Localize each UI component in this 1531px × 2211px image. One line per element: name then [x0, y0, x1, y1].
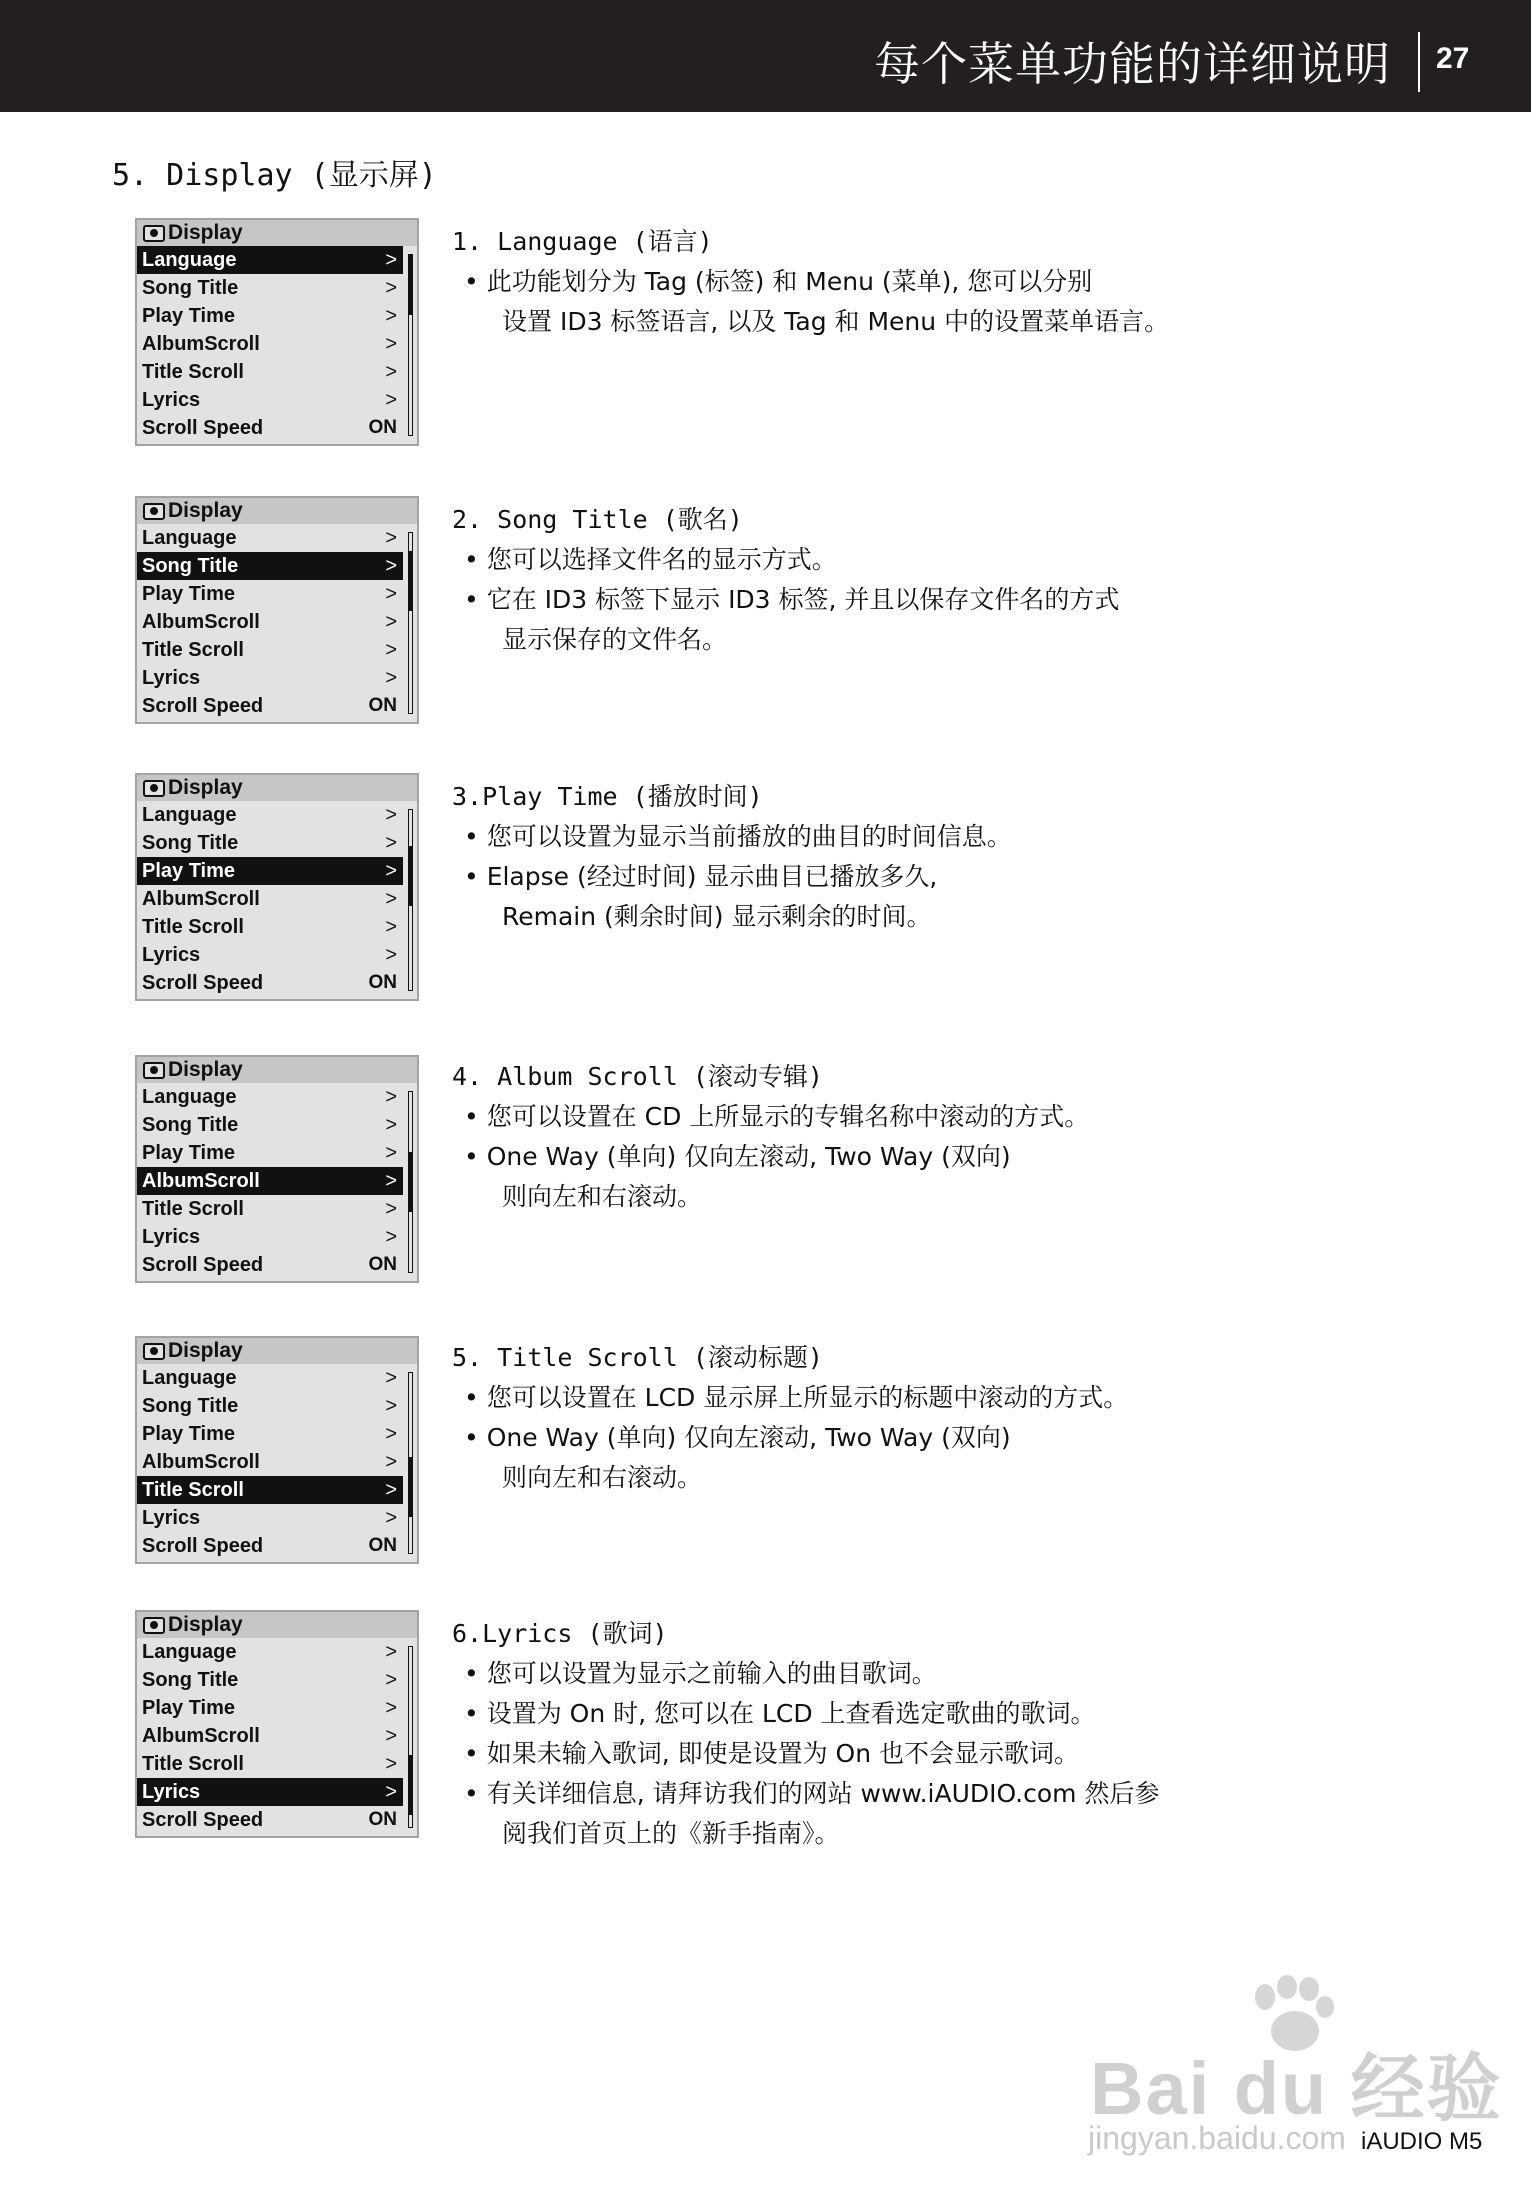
lcd-menu-label: Play Time [142, 860, 236, 882]
description-block [452, 1057, 1212, 1217]
lcd-menu-label: AlbumScroll [142, 333, 260, 355]
chevron-right-icon: > [385, 527, 397, 549]
lcd-menu-label: AlbumScroll [142, 888, 260, 910]
lcd-title: Display [168, 1613, 243, 1636]
lcd-scrollbar [408, 809, 413, 991]
page-header [0, 0, 1531, 112]
lcd-scroll-thumb [409, 1457, 412, 1517]
lcd-menu-value: ON [368, 972, 397, 993]
lcd-title-bar [137, 220, 417, 246]
lcd-menu-item[interactable] [137, 1420, 403, 1448]
chevron-right-icon: > [385, 832, 397, 854]
lcd-menu-label: Language [142, 804, 237, 826]
lcd-title: Display [168, 776, 243, 799]
lcd-menu-item[interactable] [137, 636, 403, 664]
lcd-menu-label: Language [142, 527, 237, 549]
chevron-right-icon: > [385, 804, 397, 826]
lcd-menu-label: Song Title [142, 832, 239, 854]
lcd-title-bar [137, 498, 417, 524]
lcd-menu-label: AlbumScroll [142, 1170, 260, 1192]
chevron-right-icon: > [385, 1697, 397, 1719]
lcd-menu-label: Lyrics [142, 1507, 201, 1529]
lcd-menu-label: Scroll Speed [142, 417, 264, 439]
chevron-right-icon: > [385, 583, 397, 605]
lcd-menu-label: AlbumScroll [142, 1451, 260, 1473]
lcd-scroll-thumb [409, 1152, 412, 1212]
description-bullet: • 有关详细信息, 请拜访我们的网站 www.iAUDIO.com 然后参 [464, 1779, 1160, 1808]
lcd-menu-label: Song Title [142, 1114, 239, 1136]
lcd-menu-item[interactable] [137, 358, 403, 386]
lcd-screen [135, 218, 419, 446]
lcd-menu-item[interactable] [137, 1778, 403, 1806]
description-continuation: 设置 ID3 标签语言, 以及 Tag 和 Menu 中的设置菜单语言。 [502, 307, 1170, 336]
lcd-menu-item[interactable] [137, 1666, 403, 1694]
description-bullet: • 设置为 On 时, 您可以在 LCD 上查看选定歌曲的歌词。 [464, 1699, 1096, 1728]
lcd-menu-item[interactable] [137, 1223, 403, 1251]
lcd-menu-label: Scroll Speed [142, 1254, 264, 1276]
lcd-menu-item[interactable] [137, 608, 403, 636]
lcd-title-bar [137, 1338, 417, 1364]
description-bullet: • 此功能划分为 Tag (标签) 和 Menu (菜单), 您可以分别 [464, 267, 1093, 296]
lcd-menu-item[interactable] [137, 414, 403, 442]
chevron-right-icon: > [385, 916, 397, 938]
lcd-menu-value: ON [368, 1254, 397, 1275]
description-block [452, 777, 1212, 937]
lcd-menu-value: ON [368, 417, 397, 438]
lcd-menu-label: AlbumScroll [142, 1725, 260, 1747]
lcd-menu-item[interactable] [137, 801, 403, 829]
lcd-screen [135, 1055, 419, 1283]
lcd-menu-item[interactable] [137, 1167, 403, 1195]
description-bullet: • 您可以设置为显示当前播放的曲目的时间信息。 [464, 822, 1012, 851]
lcd-scroll-thumb [409, 551, 412, 611]
description-title: 1. Language (语言) [452, 227, 713, 256]
lcd-menu-item[interactable] [137, 1083, 403, 1111]
lcd-menu-label: Title Scroll [142, 916, 244, 938]
chevron-right-icon: > [385, 1086, 397, 1108]
chevron-right-icon: > [385, 1451, 397, 1473]
chevron-right-icon: > [385, 305, 397, 327]
lcd-menu-label: Language [142, 1086, 237, 1108]
lcd-menu-item[interactable] [137, 885, 403, 913]
lcd-scrollbar [408, 532, 413, 714]
lcd-menu-item[interactable] [137, 664, 403, 692]
lcd-menu-item[interactable] [137, 1251, 403, 1279]
lcd-menu-label: Song Title [142, 555, 239, 577]
description-title: 6.Lyrics (歌词) [452, 1619, 668, 1648]
header-divider [1418, 32, 1420, 92]
chevron-right-icon: > [385, 1142, 397, 1164]
display-icon [143, 1062, 165, 1079]
display-icon [143, 1617, 165, 1634]
lcd-menu-label: Play Time [142, 1697, 236, 1719]
description-block [452, 222, 1212, 342]
lcd-scrollbar [408, 1372, 413, 1554]
description-block [452, 1614, 1212, 1854]
lcd-menu-label: Scroll Speed [142, 972, 264, 994]
lcd-menu-item[interactable] [137, 302, 403, 330]
lcd-menu-label: Lyrics [142, 944, 201, 966]
lcd-menu-item[interactable] [137, 1364, 403, 1392]
lcd-menu-item[interactable] [137, 1195, 403, 1223]
lcd-scrollbar [408, 1646, 413, 1828]
lcd-title-bar [137, 775, 417, 801]
chevron-right-icon: > [385, 277, 397, 299]
display-icon [143, 225, 165, 242]
chevron-right-icon: > [385, 249, 397, 271]
chevron-right-icon: > [385, 1114, 397, 1136]
lcd-menu-item[interactable] [137, 330, 403, 358]
lcd-menu-item[interactable] [137, 246, 403, 274]
lcd-menu-label: Song Title [142, 1669, 239, 1691]
chevron-right-icon: > [385, 1226, 397, 1248]
display-icon [143, 503, 165, 520]
lcd-menu-label: Scroll Speed [142, 695, 264, 717]
lcd-menu-item[interactable] [137, 857, 403, 885]
lcd-menu-item[interactable] [137, 1722, 403, 1750]
chevron-right-icon: > [385, 1753, 397, 1775]
chevron-right-icon: > [385, 611, 397, 633]
description-bullet: • Elapse (经过时间) 显示曲目已播放多久, [464, 862, 938, 891]
watermark-brand: Bai du 经验 [1090, 2047, 1503, 2130]
chevron-right-icon: > [385, 389, 397, 411]
lcd-menu-label: Language [142, 1367, 237, 1389]
lcd-menu-label: Lyrics [142, 667, 201, 689]
lcd-menu-label: Title Scroll [142, 1753, 244, 1775]
chevron-right-icon: > [385, 1725, 397, 1747]
chevron-right-icon: > [385, 888, 397, 910]
description-bullet: • 您可以设置为显示之前输入的曲目歌词。 [464, 1659, 937, 1688]
description-bullet: • 如果未输入歌词, 即使是设置为 On 也不会显示歌词。 [464, 1739, 1080, 1768]
lcd-menu-label: Scroll Speed [142, 1535, 264, 1557]
lcd-menu-value: ON [368, 1809, 397, 1830]
lcd-menu-item[interactable] [137, 580, 403, 608]
lcd-menu-label: Language [142, 249, 237, 271]
footer-product: iAUDIO M5 [1361, 2128, 1483, 2155]
chevron-right-icon: > [385, 1395, 397, 1417]
chevron-right-icon: > [385, 1198, 397, 1220]
lcd-scroll-thumb [409, 255, 412, 315]
chevron-right-icon: > [385, 1669, 397, 1691]
lcd-menu-label: Scroll Speed [142, 1809, 264, 1831]
description-bullet: • One Way (单向) 仅向左滚动, Two Way (双向) [464, 1142, 1011, 1171]
lcd-menu-label: Play Time [142, 1423, 236, 1445]
lcd-menu-item[interactable] [137, 969, 403, 997]
description-block [452, 500, 1212, 660]
description-continuation: 显示保存的文件名。 [502, 625, 728, 654]
lcd-menu-label: Lyrics [142, 389, 201, 411]
lcd-menu-item[interactable] [137, 524, 403, 552]
page-number: 27 [1436, 42, 1470, 75]
chevron-right-icon: > [385, 1781, 397, 1803]
lcd-menu-item[interactable] [137, 1448, 403, 1476]
chevron-right-icon: > [385, 1170, 397, 1192]
chevron-right-icon: > [385, 1423, 397, 1445]
lcd-menu-value: ON [368, 1535, 397, 1556]
lcd-menu-item[interactable] [137, 1139, 403, 1167]
lcd-menu-label: Song Title [142, 277, 239, 299]
lcd-menu-label: Play Time [142, 305, 236, 327]
lcd-menu-item[interactable] [137, 941, 403, 969]
description-continuation: 则向左和右滚动。 [502, 1463, 703, 1492]
lcd-title: Display [168, 499, 243, 522]
lcd-title-bar [137, 1612, 417, 1638]
lcd-menu-item[interactable] [137, 1504, 403, 1532]
lcd-title: Display [168, 1339, 243, 1362]
lcd-menu-label: Language [142, 1641, 237, 1663]
lcd-menu-item[interactable] [137, 1111, 403, 1139]
lcd-menu-item[interactable] [137, 913, 403, 941]
chevron-right-icon: > [385, 555, 397, 577]
lcd-menu-item[interactable] [137, 274, 403, 302]
chevron-right-icon: > [385, 667, 397, 689]
lcd-menu-item[interactable] [137, 552, 403, 580]
chevron-right-icon: > [385, 944, 397, 966]
watermark-url: jingyan.baidu.com [1088, 2120, 1346, 2156]
lcd-menu-item[interactable] [137, 1476, 403, 1504]
lcd-menu-label: Song Title [142, 1395, 239, 1417]
lcd-screen [135, 773, 419, 1001]
lcd-screen [135, 1610, 419, 1838]
lcd-menu-item[interactable] [137, 386, 403, 414]
lcd-menu-label: Title Scroll [142, 639, 244, 661]
lcd-menu-item[interactable] [137, 1694, 403, 1722]
lcd-menu-label: Lyrics [142, 1781, 201, 1803]
lcd-scroll-thumb [409, 846, 412, 906]
lcd-title: Display [168, 1058, 243, 1081]
lcd-scroll-thumb [409, 1755, 412, 1815]
description-bullet: • 您可以选择文件名的显示方式。 [464, 545, 837, 574]
lcd-menu-label: AlbumScroll [142, 611, 260, 633]
description-block [452, 1338, 1212, 1498]
chevron-right-icon: > [385, 333, 397, 355]
lcd-menu-label: Title Scroll [142, 1479, 244, 1501]
chevron-right-icon: > [385, 361, 397, 383]
lcd-menu-item[interactable] [137, 692, 403, 720]
lcd-menu-label: Title Scroll [142, 361, 244, 383]
lcd-screen [135, 1336, 419, 1564]
description-bullet: • 您可以设置在 LCD 显示屏上所显示的标题中滚动的方式。 [464, 1383, 1129, 1412]
lcd-menu-label: Play Time [142, 583, 236, 605]
description-continuation: 阅我们首页上的《新手指南》。 [502, 1819, 840, 1848]
description-title: 3.Play Time (播放时间) [452, 782, 763, 811]
description-title: 5. Title Scroll (滚动标题) [452, 1343, 823, 1372]
chevron-right-icon: > [385, 1641, 397, 1663]
description-bullet: • 您可以设置在 CD 上所显示的专辑名称中滚动的方式。 [464, 1102, 1090, 1131]
display-icon [143, 780, 165, 797]
lcd-title: Display [168, 221, 243, 244]
section-heading: 5. Display (显示屏) [112, 158, 437, 193]
lcd-menu-label: Lyrics [142, 1226, 201, 1248]
lcd-menu-label: Play Time [142, 1142, 236, 1164]
lcd-menu-item[interactable] [137, 1638, 403, 1666]
description-bullet: • 它在 ID3 标签下显示 ID3 标签, 并且以保存文件名的方式 [464, 585, 1120, 614]
lcd-menu-value: ON [368, 695, 397, 716]
chevron-right-icon: > [385, 1367, 397, 1389]
description-continuation: 则向左和右滚动。 [502, 1182, 703, 1211]
chevron-right-icon: > [385, 860, 397, 882]
lcd-scrollbar [408, 254, 413, 436]
lcd-menu-item[interactable] [137, 1750, 403, 1778]
lcd-menu-item[interactable] [137, 829, 403, 857]
description-title: 4. Album Scroll (滚动专辑) [452, 1062, 823, 1091]
lcd-scrollbar [408, 1091, 413, 1273]
header-title: 每个菜单功能的详细说明 [874, 37, 1391, 91]
description-bullet: • One Way (单向) 仅向左滚动, Two Way (双向) [464, 1423, 1011, 1452]
description-continuation: Remain (剩余时间) 显示剩余的时间。 [502, 902, 932, 931]
chevron-right-icon: > [385, 1507, 397, 1529]
chevron-right-icon: > [385, 1479, 397, 1501]
lcd-menu-item[interactable] [137, 1392, 403, 1420]
description-title: 2. Song Title (歌名) [452, 505, 743, 534]
lcd-menu-label: Title Scroll [142, 1198, 244, 1220]
lcd-menu-item[interactable] [137, 1806, 403, 1834]
lcd-title-bar [137, 1057, 417, 1083]
display-icon [143, 1343, 165, 1360]
lcd-screen [135, 496, 419, 724]
chevron-right-icon: > [385, 639, 397, 661]
lcd-menu-item[interactable] [137, 1532, 403, 1560]
